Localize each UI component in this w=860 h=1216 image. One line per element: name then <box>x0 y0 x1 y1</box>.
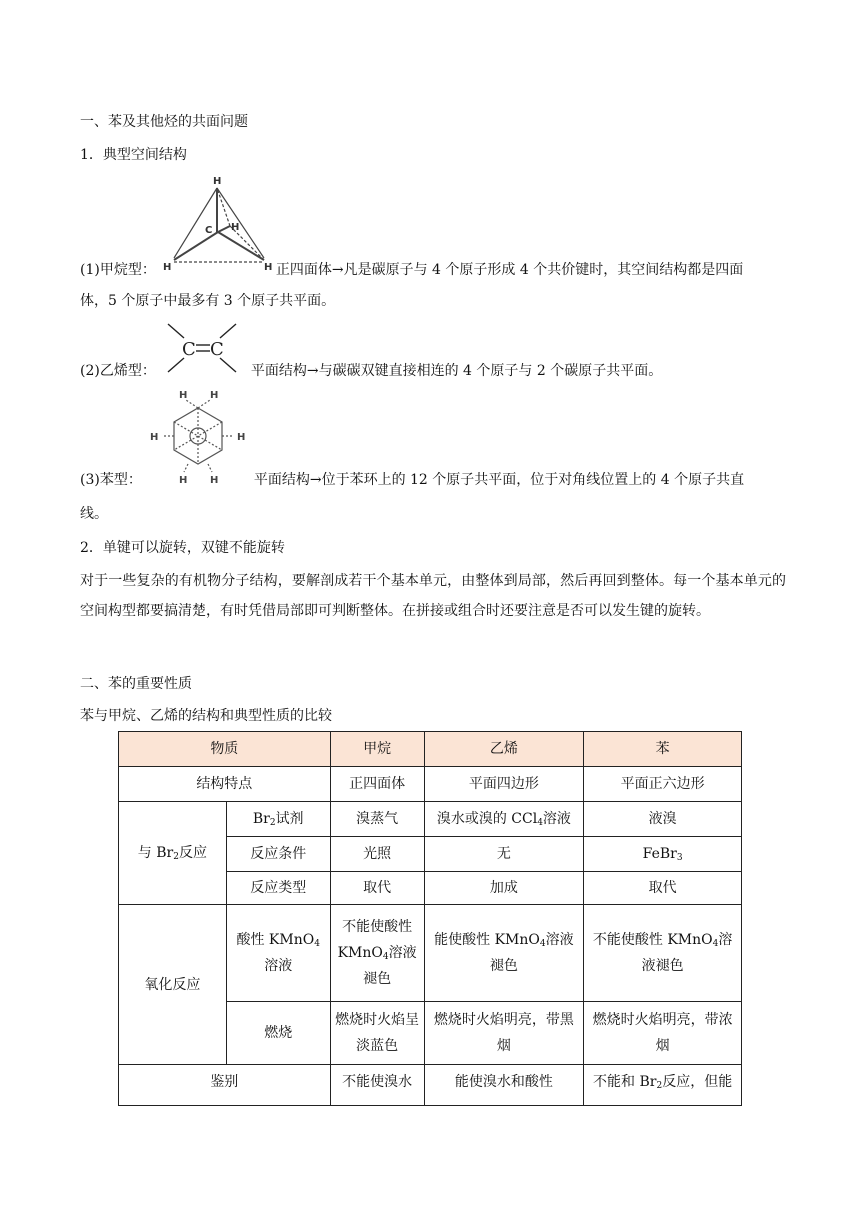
group-label-oxidation: 氧化反应 <box>119 905 227 1065</box>
table-cell: 溴水或溴的 CCl$_4$溶液 <box>424 802 584 837</box>
atom-label-h: H <box>210 475 219 486</box>
rotation-paragraph: 对于一些复杂的有机物分子结构，要解剖成若干个基本单元，由整体到局部，然后再回到整体。每一个基本单元的空间构型都要搞清楚，有时凭借局部即可判断整体。在拼接或组合时还要注意是否可以发生键的旋转。 <box>80 573 786 619</box>
header-substance: 物质 <box>119 732 331 767</box>
methane-structure-figure <box>152 172 282 272</box>
table-cell: 不能使溴水 <box>330 1065 424 1106</box>
subheading-structures: 1．典型空间结构 <box>80 147 187 163</box>
table-cell: 取代 <box>330 872 424 905</box>
row-label: 燃烧 <box>226 1002 330 1065</box>
table-cell: 不能使酸性 KMnO$_4$溶液褪色 <box>584 905 742 1002</box>
atom-label-h: H <box>213 176 222 187</box>
table-cell: 燃烧时火焰呈淡蓝色 <box>330 1002 424 1065</box>
table-cell: 正四面体 <box>330 767 424 802</box>
table-cell: 加成 <box>424 872 584 905</box>
table-cell: FeBr$_3$ <box>584 837 742 872</box>
atom-label-h: H <box>210 390 219 401</box>
atom-label-c: C <box>182 339 196 360</box>
benzene-label: (3)苯型： <box>80 472 142 488</box>
benzene-line-1 <box>80 470 744 490</box>
atom-label-c: C <box>210 339 224 360</box>
methane-line-2: 体，5 个原子中最多有 3 个原子共平面。 <box>80 293 336 309</box>
table-cell: 不能和 $Br_2$反应，但能 <box>584 1065 742 1106</box>
methane-line-1 <box>80 260 743 280</box>
methane-label: (1)甲烷型： <box>80 262 156 278</box>
header-methane: 甲烷 <box>330 732 424 767</box>
atom-label-c: C <box>205 225 213 236</box>
atom-label-h: H <box>264 262 273 272</box>
comparison-table <box>118 731 742 1106</box>
table-cell: 平面四边形 <box>424 767 584 802</box>
table-row <box>119 905 742 1002</box>
atom-label-h: H <box>237 432 246 443</box>
section-title-1: 一、苯及其他烃的共面问题 <box>80 114 248 130</box>
table-row <box>119 1065 742 1106</box>
table-cell: 能使酸性 KMnO$_4$溶液褪色 <box>424 905 584 1002</box>
ethylene-line <box>80 361 662 381</box>
atom-label-h: H <box>163 262 172 272</box>
header-ethylene: 乙烯 <box>424 732 584 767</box>
table-row <box>119 802 742 837</box>
table-cell: 光照 <box>330 837 424 872</box>
row-label: $Br_2$试剂 <box>226 802 330 837</box>
benzene-line-2: 线。 <box>80 506 108 522</box>
row-label: 鉴别 <box>119 1065 331 1106</box>
section-title-2: 二、苯的重要性质 <box>80 676 192 692</box>
table-cell: 液溴 <box>584 802 742 837</box>
atom-label-h: H <box>179 390 188 401</box>
table-header-row <box>119 732 742 767</box>
row-label: 结构特点 <box>119 767 331 802</box>
table-cell: 平面正六边形 <box>584 767 742 802</box>
benzene-text: 平面结构→位于苯环上的 12 个原子共平面，位于对角线位置上的 4 个原子共直 <box>253 472 745 488</box>
table-row <box>119 767 742 802</box>
ethylene-label: (2)乙烯型： <box>80 363 156 379</box>
subheading-rotation: 2．单键可以旋转，双键不能旋转 <box>80 540 285 556</box>
row-label: 反应条件 <box>226 837 330 872</box>
group-label-br2: 与 $Br_2$反应 <box>119 802 227 905</box>
table-caption: 苯与甲烷、乙烯的结构和典型性质的比较 <box>80 708 332 724</box>
table-cell: 燃烧时火焰明亮，带黑烟 <box>424 1002 584 1065</box>
table-cell: 无 <box>424 837 584 872</box>
atom-label-h: H <box>179 475 188 486</box>
methane-text: 正四面体→凡是碳原子与 4 个原子形成 4 个共价键时，其空间结构都是四面 <box>275 262 744 278</box>
table-cell: 不能使酸性 KMnO$_4$溶液褪色 <box>330 905 424 1002</box>
table-cell: 溴蒸气 <box>330 802 424 837</box>
row-label: 酸性 KMnO$_4$溶液 <box>226 905 330 1002</box>
row-label: 反应类型 <box>226 872 330 905</box>
atom-label-h: H <box>150 432 159 443</box>
atom-label-h: H <box>231 222 240 233</box>
table-cell: 燃烧时火焰明亮，带浓烟 <box>584 1002 742 1065</box>
table-cell: 能使溴水和酸性 <box>424 1065 584 1106</box>
header-benzene: 苯 <box>584 732 742 767</box>
ethylene-text: 平面结构→与碳碳双键直接相连的 4 个原子与 2 个碳原子共平面。 <box>250 363 663 379</box>
table-cell: 取代 <box>584 872 742 905</box>
